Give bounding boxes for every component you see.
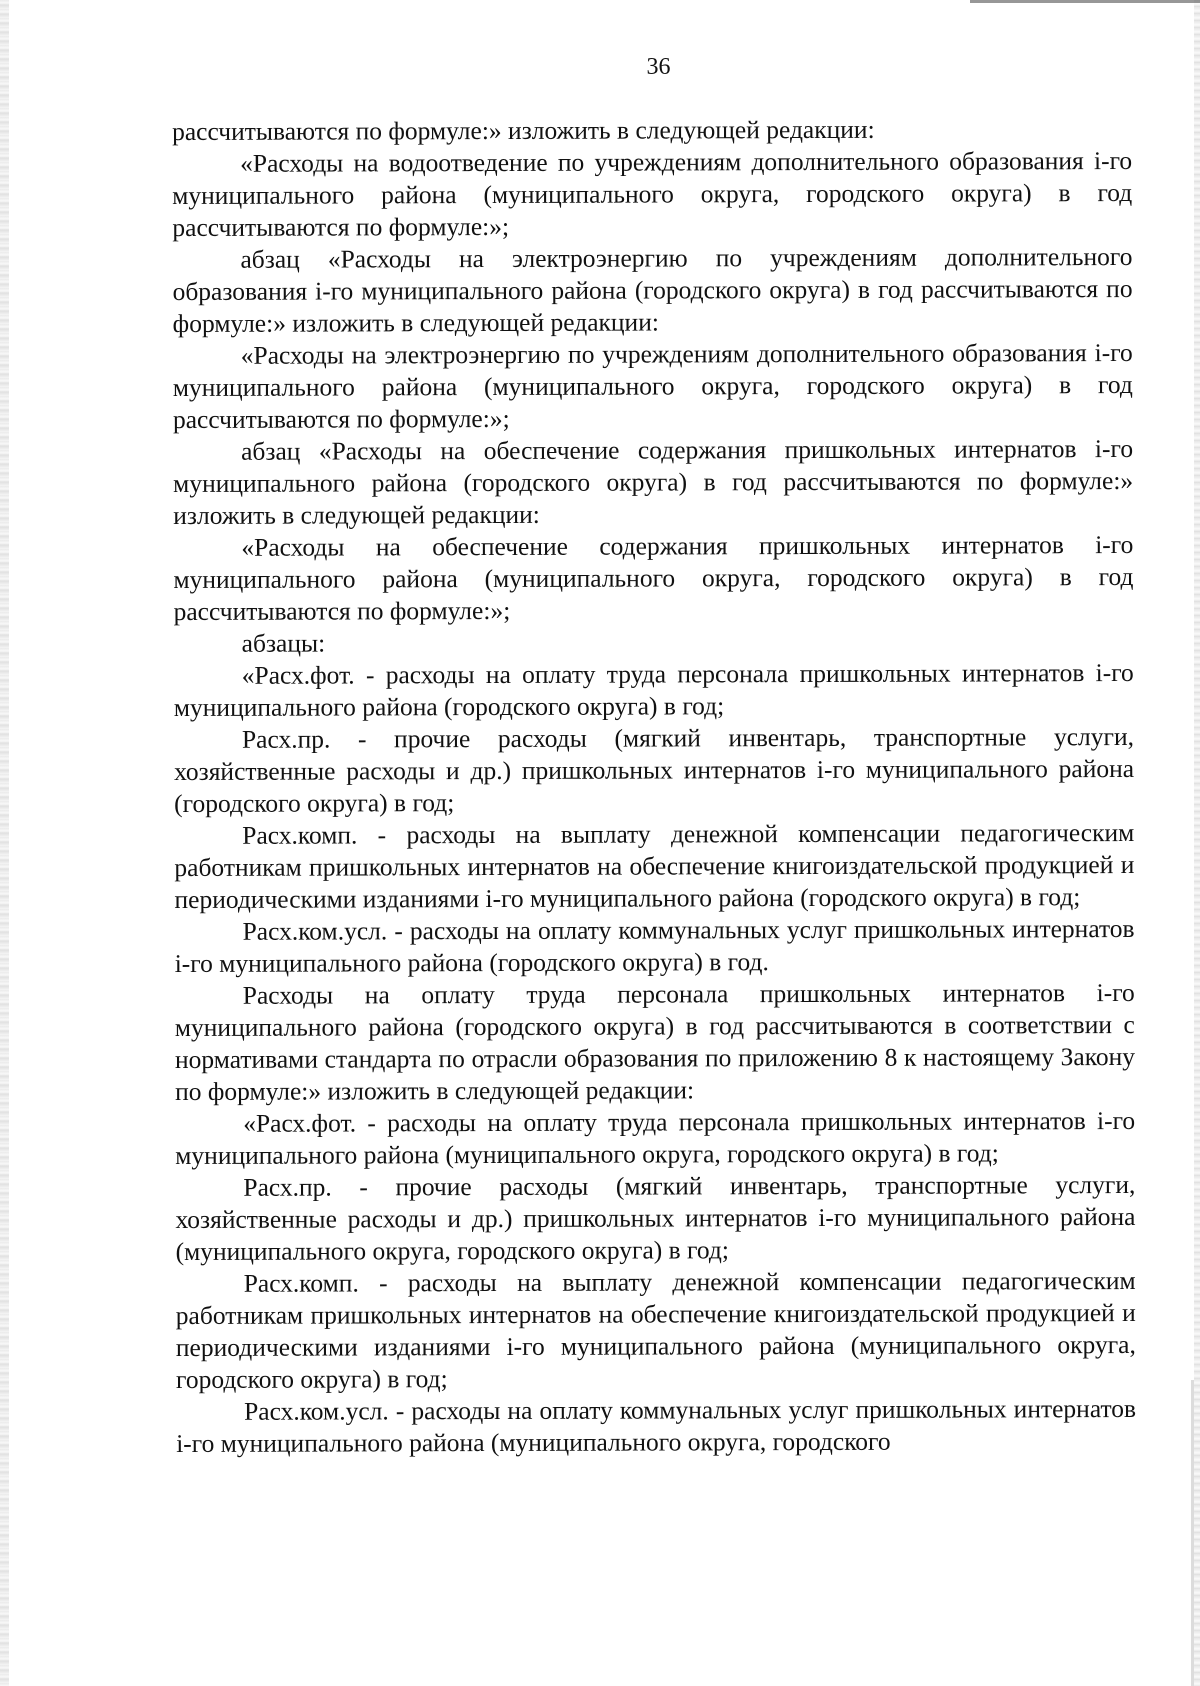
paragraph: рассчитываются по формуле:» изложить в следующей редакции: (172, 114, 875, 146)
scan-edge-left (0, 0, 9, 1686)
paragraph: «Расх.фот. - расходы на оплату труда персонала пришкольных интернатов i-го муниципального района (муниципального округа, городского округа) в год; (175, 1105, 1136, 1170)
paragraph: Расх.комп. - расходы на выплату денежной компенсации педагогическим работникам пришкольных интернатов на обеспечение книгоиздательской продукцией и периодическими изданиями i-го муниципального района (городского округа) в год; (174, 817, 1135, 914)
paragraph: Расх.комп. - расходы на выплату денежной компенсации педагогическим работникам пришкольных интернатов на обеспечение книгоиздательской продукцией и периодическими изданиями i-го муниципального района (муниципального округа, городского округа) в год; (175, 1265, 1136, 1394)
page-number: 36 (646, 54, 671, 80)
scan-edge-right (1194, 0, 1200, 1686)
paragraph: абзац «Расходы на электроэнергию по учреждениям дополнительного образования i-го муниципального района (городского округа) в год рассчитываются по формуле:» изложить в следующей редакции: (172, 241, 1133, 338)
paragraph: «Расходы на электроэнергию по учреждениям дополнительного образования i-го муниципального района (муниципального округа, городского округа) в год рассчитываются по формуле:»; (172, 337, 1133, 434)
paragraph: «Расходы на обеспечение содержания пришкольных интернатов i-го муниципального района (муниципального округа, городского округа) в год рассчитываются по формуле:»; (173, 529, 1134, 626)
paragraph: Расх.ком.усл. - расходы на оплату коммунальных услуг пришкольных интернатов i-го муниципального района (муниципального округа, городского (176, 1393, 1137, 1458)
scan-top-line (970, 0, 1200, 3)
document-body (172, 113, 1136, 1460)
paragraph: Расх.ком.усл. - расходы на оплату коммунальных услуг пришкольных интернатов i-го муниципального района (городского округа) в год. (174, 913, 1135, 978)
paragraph: «Расх.фот. - расходы на оплату труда персонала пришкольных интернатов i-го муниципального района (городского округа) в год; (173, 657, 1134, 722)
paragraph: Расх.пр. - прочие расходы (мягкий инвентарь, транспортные услуги, хозяйственные расходы и др.) пришкольных интернатов i-го муниципального района (муниципального округа, городского округа) в год; (175, 1169, 1136, 1266)
paragraph: «Расходы на водоотведение по учреждениям дополнительного образования i-го муниципального района (муниципального округа, городского округа) в год рассчитываются по формуле:»; (172, 145, 1133, 242)
paragraph: Расходы на оплату труда персонала пришкольных интернатов i-го муниципального района (городского округа) в год рассчитываются в соответствии с нормативами стандарта по отрасли образования по приложению 8 к настоящему Закону по формуле:» изложить в следующей редакции: (174, 977, 1136, 1106)
scan-edge-right-lower (1191, 1380, 1194, 1686)
paragraph: абзац «Расходы на обеспечение содержания пришкольных интернатов i-го муниципального района (городского округа) в год рассчитываются по формуле:» изложить в следующей редакции: (173, 433, 1134, 530)
paragraph: абзацы: (241, 628, 326, 658)
paragraph: Расх.пр. - прочие расходы (мягкий инвентарь, транспортные услуги, хозяйственные расходы и др.) пришкольных интернатов i-го муниципального района (городского округа) в год; (174, 721, 1135, 818)
